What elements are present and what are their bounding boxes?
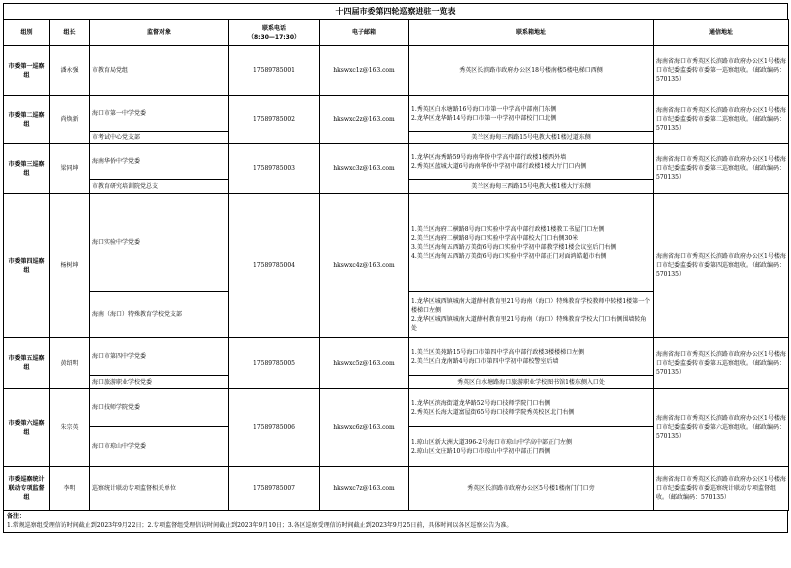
mailbox-address-line: 1.美兰区海府二横路8号海口实验中学高中部行政楼1楼教工书屋门口左侧 <box>411 225 605 233</box>
mailbox-address <box>409 292 654 338</box>
supervision-target: 市教育研究培训院党总支 <box>90 180 229 194</box>
document-page <box>3 3 788 533</box>
group-name: 市委第六巡察组 <box>4 389 50 467</box>
table-body <box>4 46 789 511</box>
mailbox-address <box>409 132 654 144</box>
mailbox-address <box>409 389 654 427</box>
mailbox-address-line: 3.美兰区海甸五西路万美街6号海口实验中学初中部教学楼1楼会议室后门右侧 <box>411 243 617 251</box>
mailbox-address-line: 2.琼山区文庄路10号海口市琼山中学初中部正门西侧 <box>411 447 551 455</box>
header-phone <box>229 20 320 46</box>
mailbox-address <box>409 96 654 132</box>
supervision-target: 海南华侨中学党委 <box>90 144 229 180</box>
supervision-target: 海口市第四中学党委 <box>90 338 229 376</box>
mailing-address: 海南省海口市秀英区长滨路市政府办公区1号楼海口市纪委监委转市委第一巡察组收。（邮政编码：570135） <box>654 46 789 96</box>
mailbox-address-line: 秀英区长滨路市政府办公区18号楼南楼5楼电梯口西侧 <box>459 67 603 74</box>
mailbox-address-line: 1.龙华区城西镇城南大道薛村教育里21号海南（海口）特殊教育学校教师中转楼1楼第一个楼梯口左侧 <box>411 297 651 314</box>
contact-email: hkswxc1z@163.com <box>320 46 409 96</box>
supervision-target: 海口实验中学党委 <box>90 194 229 292</box>
contact-phone: 17589785003 <box>229 144 320 194</box>
contact-email: hkswxc7z@163.com <box>320 467 409 511</box>
contact-phone: 17589785001 <box>229 46 320 96</box>
supervision-target: 市教育局党组 <box>90 46 229 96</box>
mailbox-address <box>409 376 654 389</box>
group-leader: 朱宗英 <box>50 389 90 467</box>
table-row <box>4 144 789 180</box>
mailbox-address-line: 美兰区海甸三西路15号电教大楼1楼大厅东侧 <box>471 183 591 190</box>
contact-phone: 17589785002 <box>229 96 320 144</box>
header-group: 组别 <box>4 20 50 46</box>
mailbox-address-line: 1.秀英区白水塘路16号海口市第一中学高中部南门东侧 <box>411 105 557 113</box>
mailing-address: 海南省海口市秀英区长滨路市政府办公区1号楼海口市纪委监委转市委巡察统计联动专项监督组收。（邮政编码：570135） <box>654 467 789 511</box>
page-title: 十四届市委第四轮巡察进驻一览表 <box>3 3 788 19</box>
supervision-target: 市考试中心党支部 <box>90 132 229 144</box>
mailbox-address-line: 1.龙华区滨海街道龙华路52号海口技师学院门口右侧 <box>411 399 551 407</box>
contact-phone: 17589785006 <box>229 389 320 467</box>
contact-email: hkswxc4z@163.com <box>320 194 409 338</box>
table-row <box>4 96 789 132</box>
header-email: 电子邮箱 <box>320 20 409 46</box>
mailbox-address-line: 1.琼山区新大洲大道396-2号海口市琼山中学高中部正门左侧 <box>411 438 573 446</box>
contact-email: hkswxc3z@163.com <box>320 144 409 194</box>
contact-phone: 17589785004 <box>229 194 320 338</box>
notes <box>3 511 788 533</box>
table-row <box>4 46 789 96</box>
contact-email: hkswxc2z@163.com <box>320 96 409 144</box>
group-leader: 李明 <box>50 467 90 511</box>
supervision-target: 海口旅游职业学校党委 <box>90 376 229 389</box>
group-name: 市委第一巡察组 <box>4 46 50 96</box>
group-leader: 黄绍明 <box>50 338 90 389</box>
mailbox-address-line: 2.美兰区白龙南路4号海口市第四中学初中部校警室后墙 <box>411 357 559 365</box>
table-row <box>4 389 789 427</box>
inspection-table <box>3 19 789 511</box>
mailing-address: 海南省海口市秀英区长滨路市政府办公区1号楼海口市纪委监委转市委第五巡察组收。（邮政编码：570135） <box>654 338 789 389</box>
supervision-target: 巡察统计联动专项监督相关单位 <box>90 467 229 511</box>
mailing-address: 海南省海口市秀英区长滨路市政府办公区1号楼海口市纪委监委转市委第二巡察组收。（邮政编码：570135） <box>654 96 789 144</box>
header-box: 联系箱地址 <box>409 20 654 46</box>
mailing-address: 海南省海口市秀英区长滨路市政府办公区1号楼海口市纪委监委转市委第三巡察组收。（邮政编码：570135） <box>654 144 789 194</box>
group-name: 市委巡察统计联动专项监督组 <box>4 467 50 511</box>
table-row <box>4 194 789 292</box>
mailbox-address-line: 4.美兰区海甸五西路万美街6号海口实验中学初中部正门对面鸿皓超市右侧 <box>411 252 607 260</box>
supervision-target: 海口技师学院党委 <box>90 389 229 427</box>
notes-text: 1.常规巡察组受理信访时间截止到2023年9月22日；2.专项监督组受理信访时间截止到2023年9月10日；3.各区巡察受理信访时间截止到2023年9月25日前，具体时间以各区巡察公告为准。 <box>7 522 513 529</box>
supervision-target: 海南（海口）特殊教育学校党支部 <box>90 292 229 338</box>
header-mail: 通信地址 <box>654 20 789 46</box>
group-name: 市委第五巡察组 <box>4 338 50 389</box>
contact-email: hkswxc6z@163.com <box>320 389 409 467</box>
mailbox-address <box>409 194 654 292</box>
mailbox-address-line: 2.秀英区长海大道富屋街65号海口技师学院秀英校区北门右侧 <box>411 408 575 416</box>
header-row <box>4 20 789 46</box>
mailbox-address <box>409 338 654 376</box>
group-leader: 杨树坤 <box>50 194 90 338</box>
contact-email: hkswxc5z@163.com <box>320 338 409 389</box>
header-phone-line2: （8:30—17:30） <box>247 33 301 41</box>
mailbox-address-line: 1.龙华区海秀路59号海南华侨中学高中部行政楼1楼西外墙 <box>411 153 567 161</box>
mailbox-address-line: 1.美兰区美苑路15号海口市第四中学高中部行政楼3楼楼梯口左侧 <box>411 348 585 356</box>
supervision-target: 海口市琼山中学党委 <box>90 427 229 467</box>
mailbox-address <box>409 46 654 96</box>
mailbox-address-line: 秀英区白水塘路海口旅游职业学校图书馆1楼东侧入口处 <box>457 378 605 386</box>
group-name: 市委第三巡察组 <box>4 144 50 194</box>
mailbox-address-line: 2.秀英区蓝城大道6号海南华侨中学初中部行政楼1楼大厅门口内侧 <box>411 162 587 170</box>
mailbox-address-line: 2.龙华区龙华路14号海口市第一中学初中部校门口北侧 <box>411 114 557 122</box>
group-leader: 潘永强 <box>50 46 90 96</box>
mailbox-address <box>409 427 654 467</box>
mailing-address: 海南省海口市秀英区长滨路市政府办公区1号楼海口市纪委监委转市委第四巡察组收。（邮政编码：570135） <box>654 194 789 338</box>
supervision-target: 海口市第一中学党委 <box>90 96 229 132</box>
mailbox-address <box>409 467 654 511</box>
mailbox-address-line: 美兰区海甸三西路15号电教大楼1楼过道东侧 <box>471 134 591 141</box>
mailbox-address-line: 2.美兰区海府二横路8号海口实验中学高中部校大门口右侧30米 <box>411 234 579 242</box>
contact-phone: 17589785007 <box>229 467 320 511</box>
table-row <box>4 467 789 511</box>
header-leader: 组长 <box>50 20 90 46</box>
group-name: 市委第四巡察组 <box>4 194 50 338</box>
table-row <box>4 338 789 376</box>
header-phone-line1: 联系电话 <box>261 24 286 32</box>
mailing-address: 海南省海口市秀英区长滨路市政府办公区1号楼海口市纪委监委转市委第六巡察组收。（邮政编码：570135） <box>654 389 789 467</box>
contact-phone: 17589785005 <box>229 338 320 389</box>
group-leader: 尚焕新 <box>50 96 90 144</box>
mailbox-address-line: 2.龙华区城西镇城南大道薛村教育里21号海南（海口）特殊教育学校大门口右侧围墙转角处 <box>411 315 647 332</box>
mailbox-address <box>409 180 654 194</box>
group-name: 市委第二巡察组 <box>4 96 50 144</box>
mailbox-address <box>409 144 654 180</box>
mailbox-address-line: 秀英区长滨路市政府办公区5号楼1楼南门门口旁 <box>467 485 595 492</box>
header-target: 监督对象 <box>90 20 229 46</box>
notes-label: 备注： <box>7 513 26 520</box>
group-leader: 梁同坤 <box>50 144 90 194</box>
